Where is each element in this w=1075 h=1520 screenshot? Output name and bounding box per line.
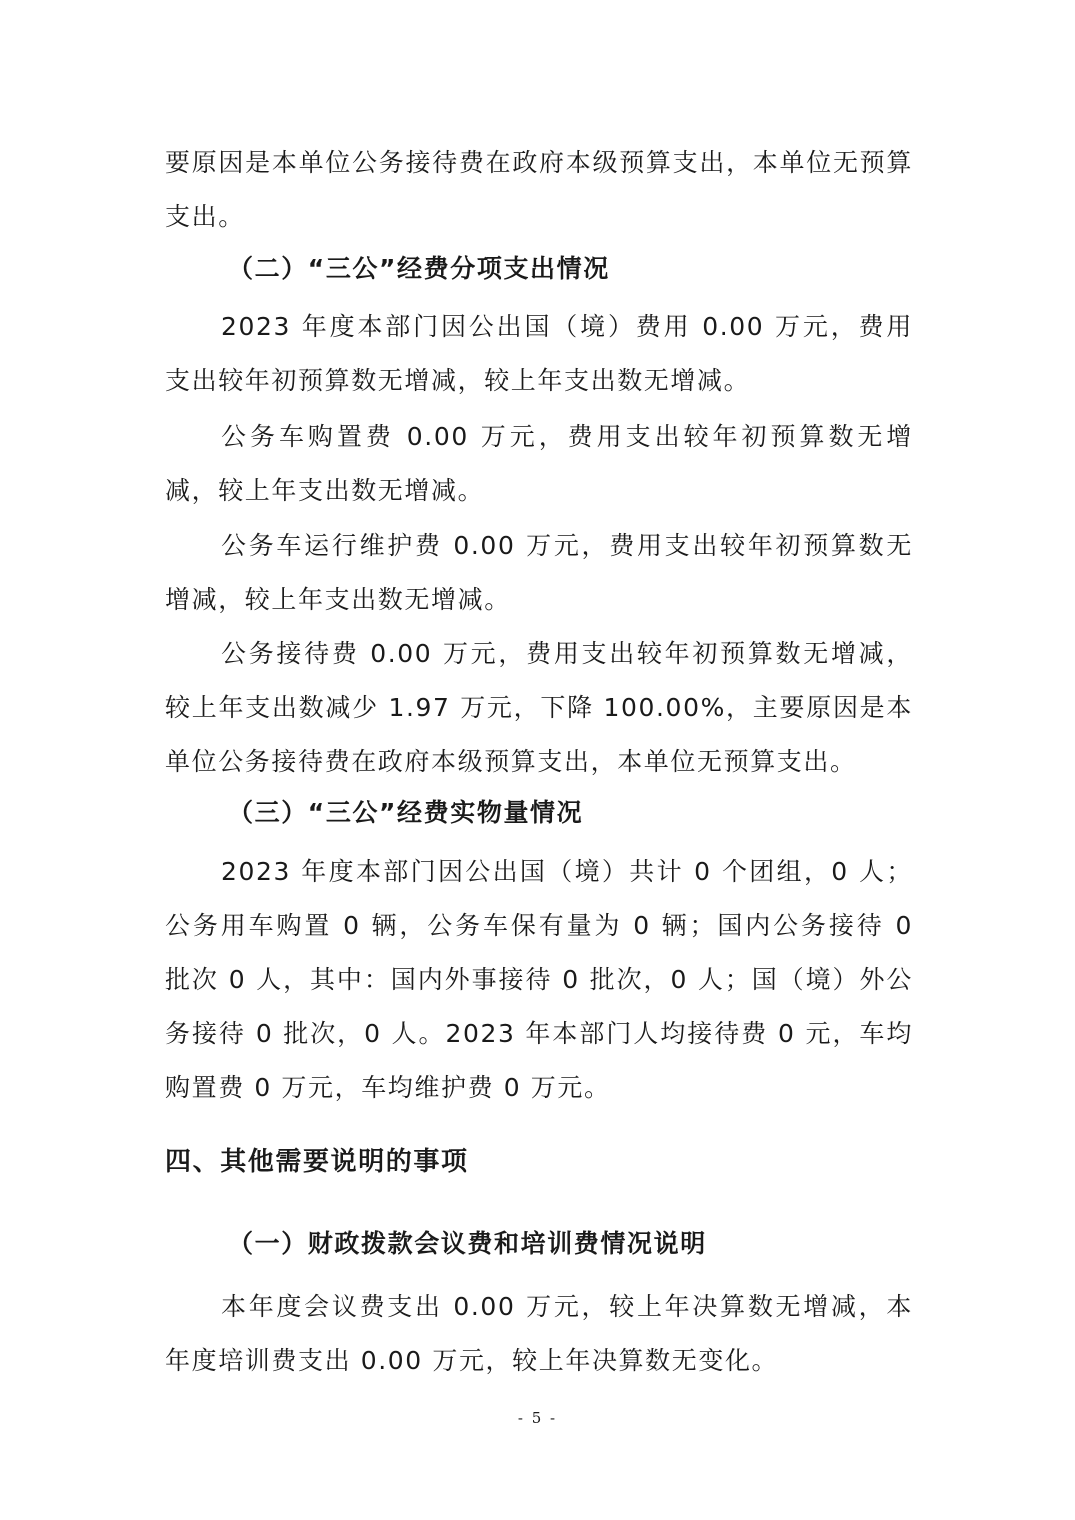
paragraph-reception: 公务接待费 0.00 万元，费用支出较年初预算数无增减，较上年支出数减少 1.97 万元，下降 100.00%，主要原因是本单位公务接待费在政府本级预算支出，本单位无预算支出。 bbox=[165, 639, 913, 776]
paragraph-overseas-travel: 2023 年度本部门因公出国（境）费用 0.00 万元，费用支出较年初预算数无增减，较上年支出数无增减。 bbox=[165, 312, 913, 395]
subheading-three-public-itemized: （二）“三公”经费分项支出情况 bbox=[228, 254, 610, 283]
subheading-meeting-training: （一）财政拨款会议费和培训费情况说明 bbox=[228, 1229, 707, 1258]
paragraph-continuation: 要原因是本单位公务接待费在政府本级预算支出，本单位无预算支出。 bbox=[165, 148, 913, 231]
page-number: - 5 - bbox=[517, 1409, 558, 1427]
paragraph-vehicle-maintenance: 公务车运行维护费 0.00 万元，费用支出较年初预算数无增减，较上年支出数无增减。 bbox=[165, 531, 913, 614]
paragraph-meeting-training: 本年度会议费支出 0.00 万元，较上年决算数无增减，本年度培训费支出 0.00 万元，较上年决算数无变化。 bbox=[165, 1292, 913, 1375]
section-heading-other-matters: 四、其他需要说明的事项 bbox=[165, 1147, 469, 1177]
paragraph-vehicle-purchase: 公务车购置费 0.00 万元，费用支出较年初预算数无增减，较上年支出数无增减。 bbox=[165, 422, 913, 505]
paragraph-physical-quantities: 2023 年度本部门因公出国（境）共计 0 个团组，0 人；公务用车购置 0 辆，公务车保有量为 0 辆；国内公务接待 0 批次 0 人，其中：国内外事接待 0 批次，0 人；国（境）外公务接待 0 批次，0 人。2023 年本部门人均接待费 0 元，车均购置费 0 万元，车均维护费 0 万元。 bbox=[165, 857, 913, 1102]
subheading-three-public-physical: （三）“三公”经费实物量情况 bbox=[228, 798, 584, 827]
